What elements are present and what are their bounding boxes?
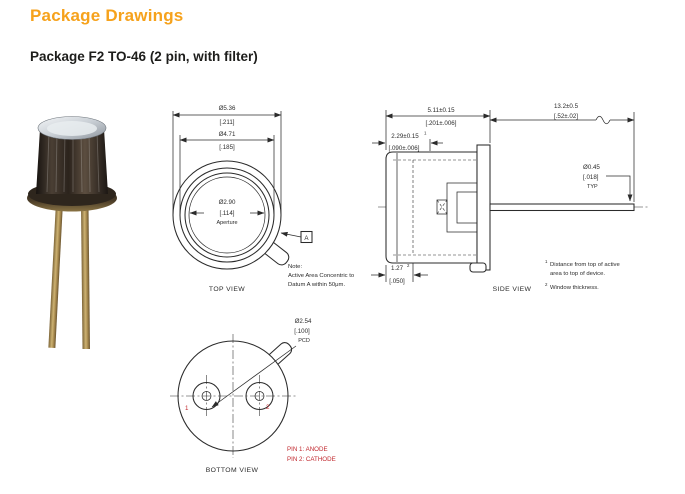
footnote1-line2: area to top of device. <box>550 271 606 277</box>
side-view-dim-height <box>386 110 490 150</box>
side-view-leaddia-leader <box>606 176 630 201</box>
package-photo <box>27 117 117 350</box>
lead-right <box>81 206 90 349</box>
side-view-dim-leaddia-typ: TYP <box>587 184 598 190</box>
side-view <box>371 103 648 293</box>
side-view-dim-window-sup: 2 <box>407 263 410 268</box>
pin-number-1: 1 <box>185 405 189 412</box>
can-top-window-inner <box>47 121 97 136</box>
pin1-function-label: PIN 1: ANODE <box>287 446 328 453</box>
side-view-dim-active-mm: 2.29±0.15 <box>391 133 419 140</box>
top-view-dim-mid-in: [.185] <box>219 144 235 151</box>
top-view-dim-aperture-in: [.114] <box>219 210 235 217</box>
note-line3: Datum A within 50μm. <box>288 282 346 288</box>
pcd-dim-in: [.100] <box>294 328 310 335</box>
top-view <box>173 105 355 293</box>
top-view-aperture-label: Aperture <box>216 220 238 226</box>
footnote1-line1: Distance from top of active <box>550 262 620 268</box>
side-view-flange <box>477 145 490 270</box>
side-view-dim-window-mm: 1.27 <box>390 265 404 272</box>
footnote1-sup: 1 <box>545 259 548 264</box>
side-view-dim-leaddia-in: [.018] <box>583 174 599 181</box>
pcd-dim-label: PCD <box>298 338 310 344</box>
datum-leader <box>281 233 301 237</box>
top-view-dim-mid-mm: Ø4.71 <box>218 131 236 138</box>
lead-left <box>48 202 63 348</box>
bottom-view-label: BOTTOM VIEW <box>205 467 259 474</box>
pcd-dim-mm: Ø2.54 <box>294 318 312 325</box>
side-view-can-body <box>386 152 477 263</box>
top-view-dim-outer-in: [.211] <box>219 119 235 126</box>
top-view-dim-aperture-mm: Ø2.90 <box>218 199 236 206</box>
side-view-tab <box>470 263 486 272</box>
note-line2: Active Area Concentric to <box>288 273 355 279</box>
note-line1: Note: <box>288 264 303 270</box>
top-view-dim-outer-mm: Ø5.36 <box>218 105 236 112</box>
side-view-dim-lead-mm: 13.2±0.5 <box>553 103 579 110</box>
side-view-lead <box>490 204 634 211</box>
footnote2-sup: 2 <box>545 282 548 287</box>
pin-number-2: 2 <box>266 404 270 411</box>
pin2-function-label: PIN 2: CATHODE <box>287 456 336 463</box>
side-view-dim-height-mm: 5.11±0.15 <box>427 107 455 114</box>
side-view-dim-active-sup: 1 <box>424 130 427 136</box>
bottom-view <box>170 318 336 474</box>
datum-label: A <box>304 235 309 242</box>
side-view-dim-lead-in: [.52±.02] <box>553 113 579 120</box>
top-view-label: TOP VIEW <box>208 286 246 293</box>
side-view-dim-window-in: [.050] <box>389 278 405 285</box>
side-view-label: SIDE VIEW <box>492 286 532 293</box>
side-view-dim-height-in: [.201±.006] <box>425 120 457 127</box>
package-subtitle: Package F2 TO-46 (2 pin, with filter) <box>30 49 258 64</box>
page-title: Package Drawings <box>30 6 184 25</box>
side-view-dim-leaddia-mm: Ø0.45 <box>583 164 600 171</box>
footnote2-text: Window thickness. <box>550 285 599 291</box>
side-view-dim-active-in: [.090±.006] <box>388 145 420 152</box>
side-view-dim-lead <box>490 112 634 202</box>
